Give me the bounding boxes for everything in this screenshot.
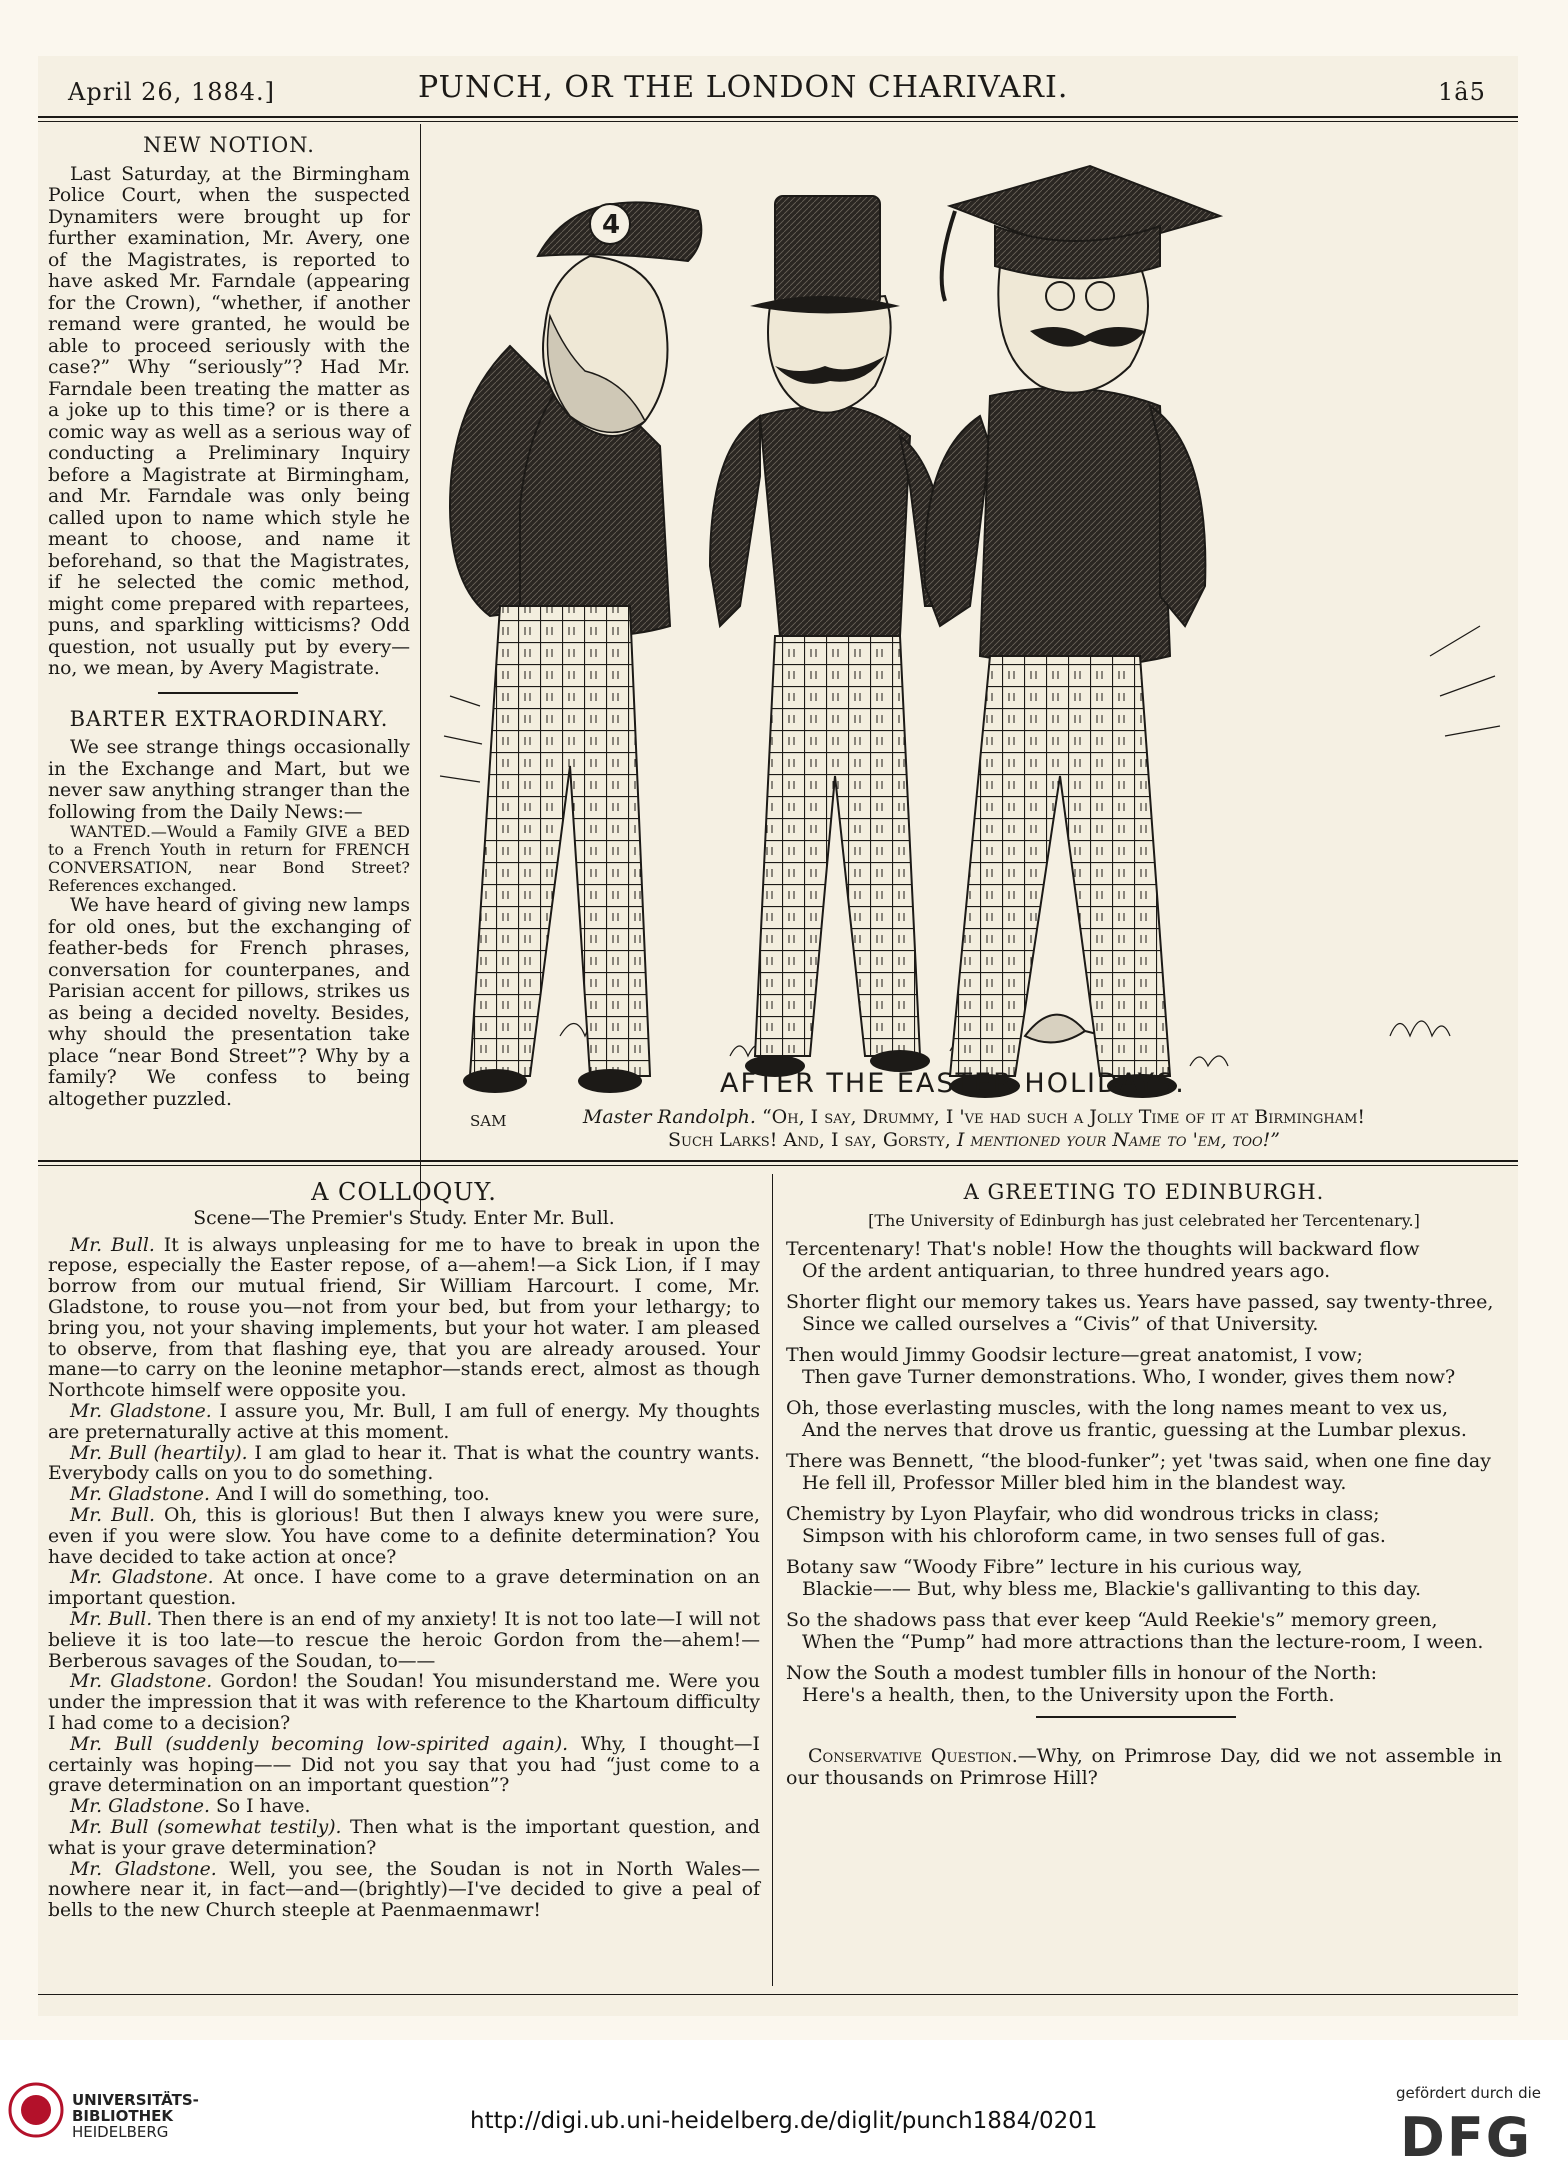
artist-signature: SAM — [470, 1112, 507, 1130]
dialogue-line — [48, 1735, 760, 1797]
poem-stanzas — [786, 1239, 1502, 1706]
poem-line: He fell ill, Professor Miller bled him in the blandest way. — [802, 1471, 1347, 1494]
dialogue-line — [48, 1797, 760, 1818]
poem-stanza — [786, 1292, 1502, 1335]
library-city: HEIDELBERG — [72, 2123, 169, 2141]
poem-stanza — [786, 1663, 1502, 1706]
permalink-url[interactable]: http://digi.ub.uni-heidelberg.de/diglit/punch1884/0201 — [470, 2108, 1098, 2134]
library-logo-text — [72, 2092, 199, 2140]
barter-title: BARTER EXTRAORDINARY. — [69, 706, 389, 731]
masthead-title: PUNCH, OR THE LONDON CHARIVARI. — [418, 70, 1069, 105]
figure-gorsty — [925, 166, 1220, 1098]
colloquy-dialogue — [48, 1236, 760, 1922]
dialogue-speaker: Mr. Gladstone. — [70, 1671, 213, 1693]
poem-stanza — [786, 1451, 1502, 1494]
header-rule-thin — [38, 121, 1518, 122]
poem-line: Then would Jimmy Goodsir lecture—great anatomist, I vow; — [786, 1344, 1363, 1366]
dialogue-text: I am glad to hear it. That is what the country wants. Everybody calls on you to do something. — [48, 1442, 760, 1485]
caption-line-2: Such Larks! And, I say, Gorsty, — [667, 1129, 951, 1151]
dialogue-text: And I will do something, too. — [215, 1484, 490, 1506]
dialogue-line — [48, 1402, 760, 1444]
page-number: 1ȃ5 — [1438, 78, 1486, 106]
dialogue-text: Gordon! the Soudan! You misunderstand me. Were you under the impression that it was with reference to the Khartoum difficulty I had come to a decision? — [48, 1671, 760, 1734]
poem-line: Simpson with his chloroform came, in two senses full of gas. — [802, 1524, 1386, 1547]
poem-line: Botany saw “Woody Fibre” lecture in his curious way, — [786, 1556, 1303, 1578]
dialogue-text: I assure you, Mr. Bull, I am full of energy. My thoughts are preternaturally active at this moment. — [48, 1400, 761, 1443]
poem-divider — [1036, 1716, 1236, 1718]
poem-line: Shorter flight our memory takes us. Years have passed, say twenty-three, — [786, 1291, 1494, 1313]
poem-line: And the nerves that drove us frantic, guessing at the Lumbar plexus. — [802, 1418, 1467, 1441]
poem-stanza — [786, 1239, 1502, 1282]
barter-body: We have heard of giving new lamps for old ones, but the exchanging of feather-beds for French phrases, conversation for counterpanes, and Parisian accent for pillows, strikes us as being a decided novelty. Besides, why should the presentation take place “near Bond Street”? Why by a family? We confess to being altogether puzzled. — [48, 895, 410, 1110]
greeting-title: A GREETING TO EDINBURGH. — [963, 1180, 1325, 1204]
colloquy-scene: Scene—The Premier's Study. Enter Mr. Bull. — [193, 1207, 615, 1229]
mid-rule-thin — [38, 1165, 1518, 1166]
cartoon-title: AFTER THE EASTER HOLIDAYS. — [720, 1068, 1186, 1099]
cartoon-caption — [438, 1106, 1510, 1152]
conservative-label: Conservative Question. — [808, 1745, 1018, 1767]
caption-line-1: “Oh, I say, Drummy, I 've had such a Jolly Time of it at Birmingham! — [761, 1106, 1366, 1128]
poem-line: Chemistry by Lyon Playfair, who did wondrous tricks in class; — [786, 1503, 1380, 1525]
dialogue-line — [48, 1444, 760, 1486]
left-column — [48, 134, 410, 1110]
poem-line: Blackie—— But, why bless me, Blackie's gallivanting to this day. — [802, 1577, 1422, 1600]
dialogue-text: Then what is the important question, and what is your grave determination? — [48, 1816, 760, 1859]
poem-line: Oh, those everlasting muscles, with the long names meant to vex us, — [786, 1397, 1448, 1419]
cartoon-illustration — [430, 136, 1510, 1136]
dialogue-speaker: Mr. Bull. — [70, 1608, 153, 1630]
poem-stanza — [786, 1504, 1502, 1547]
column-rule-right — [772, 1174, 773, 1986]
poem-line: Here's a health, then, to the University upon the Forth. — [802, 1683, 1335, 1706]
dialogue-line — [48, 1860, 760, 1922]
cap-badge-number: 4 — [602, 210, 621, 240]
dialogue-line — [48, 1485, 760, 1506]
caption-speaker: Master Randolph. — [582, 1106, 756, 1128]
section-divider — [158, 692, 298, 694]
poem-line: When the “Pump” had more attractions than the lecture-room, I ween. — [802, 1630, 1484, 1653]
dialogue-speaker: Mr. Bull (somewhat testily). — [70, 1816, 342, 1838]
dialogue-text: It is always unpleasing for me to have to break in upon the repose, especially the Easter repose, of a—ahem!—a Sick Lion, if I may borrow from our mutual friend, Sir William Harcourt. I come, Mr. Gladstone, to rouse you—not from your bed, but from your lethargy; to bring you, not your shaving implements, but your hot water. I am pleased to observe, from that flashing eye, that you are already aroused. Your mane—to carry on the leonine metaphor—stands erect, almost as though Northcote himself were opposite you. — [48, 1234, 760, 1402]
poem-line: Then gave Turner demonstrations. Who, I wonder, gives them now? — [802, 1365, 1456, 1388]
poem-stanza — [786, 1610, 1502, 1653]
greeting-poem — [786, 1182, 1502, 1799]
dialogue-speaker: Mr. Gladstone. — [70, 1796, 210, 1818]
poem-stanza — [786, 1345, 1502, 1388]
new-notion-body: Last Saturday, at the Birmingham Police Court, when the suspected Dynamiters were brought up for further examination, Mr. Avery, one of the Magistrates, is reported to have asked Mr. Farndale (appearing for the Crown), “whether, if another remand were granted, he would be able to proceed seriously with the case?” Why “seriously”? Had Mr. Farndale been treating the matter as a joke up to this time? or is there a comic way as well as a serious way of conducting a Preliminary Inquiry before a Magistrate at Birmingham, and Mr. Farndale was only being called upon to name which style he meant to choose, and name it beforehand, so that the Magistrates, if he selected the comic method, might come prepared with repartees, puns, and sparkling witticisms? Odd question, not usually put by every—no, we mean, by Avery Magistrate. — [48, 163, 410, 680]
barter-intro: We see strange things occasionally in the Exchange and Mart, but we never saw anything stranger than the following from the Daily News:— — [48, 737, 410, 823]
figure-drummy — [710, 196, 945, 1077]
dialogue-text: So I have. — [215, 1796, 311, 1818]
caption-line-3: I mentioned your Name to 'em, too!” — [956, 1129, 1281, 1151]
bottom-rule — [38, 1994, 1518, 1995]
dialogue-line — [48, 1672, 760, 1734]
poem-line: There was Bennett, “the blood-funker”; yet 'twas said, when one fine day — [786, 1450, 1491, 1472]
dialogue-speaker: Mr. Bull (suddenly becoming low-spirited again). — [70, 1733, 569, 1755]
conservative-question — [786, 1746, 1502, 1789]
figure-randolph — [450, 202, 701, 1093]
dialogue-speaker: Mr. Bull. — [70, 1504, 155, 1526]
conservative-text: —Why, on Primrose Day, did we not assemble in our thousands on Primrose Hill? — [786, 1745, 1502, 1789]
issue-date: April 26, 1884.] — [68, 78, 276, 106]
library-name-2: BIBLIOTHEK — [72, 2107, 173, 2125]
poem-line: So the shadows pass that ever keep “Auld Reekie's” memory green, — [786, 1609, 1438, 1631]
university-seal-icon — [6, 2080, 66, 2140]
poem-line: Now the South a modest tumbler fills in honour of the North: — [786, 1662, 1378, 1684]
colloquy-article — [48, 1178, 761, 1922]
dialogue-text: Why, I thought—I certainly was hoping—— Did not you say that you had “just come to a grave determination on an important question”? — [48, 1733, 760, 1797]
dialogue-text: Well, you see, the Soudan is not in North Wales—nowhere near it, in fact—and—(brightly)—I've decided to give a peal of bells to the new Church steeple at Paenmaenmawr! — [48, 1858, 760, 1922]
dialogue-speaker: Mr. Bull (heartily). — [70, 1442, 248, 1464]
newspaper-page — [38, 56, 1518, 2016]
dialogue-speaker: Mr. Gladstone. — [70, 1567, 214, 1589]
poem-stanza — [786, 1557, 1502, 1600]
dialogue-line — [48, 1818, 760, 1860]
funded-by-text: gefördert durch die — [1396, 2084, 1541, 2102]
dialogue-text: Oh, this is glorious! But then I always knew you were sure, even if you were slow. You have come to a definite determination? You have decided to take action at once? — [48, 1504, 760, 1568]
poem-line: Tercentenary! That's noble! How the thoughts will backward flow — [786, 1238, 1420, 1260]
column-rule-left — [420, 124, 421, 1212]
dialogue-speaker: Mr. Gladstone. — [70, 1858, 217, 1880]
dialogue-text: At once. I have come to a grave determination on an important question. — [48, 1567, 760, 1610]
dfg-logo: DFG — [1400, 2106, 1533, 2169]
poem-line: Since we called ourselves a “Civis” of that University. — [802, 1312, 1319, 1335]
colloquy-title: A COLLOQUY. — [311, 1178, 497, 1206]
dialogue-line — [48, 1236, 760, 1402]
dialogue-speaker: Mr. Gladstone. — [70, 1484, 210, 1506]
library-name-1: UNIVERSITÄTS- — [72, 2091, 199, 2109]
dialogue-speaker: Mr. Bull. — [70, 1234, 155, 1256]
new-notion-title: NEW NOTION. — [143, 133, 315, 157]
dialogue-line — [48, 1610, 760, 1672]
dialogue-line — [48, 1506, 760, 1568]
digitization-footer — [0, 2040, 1568, 2183]
wanted-advert: WANTED.—Would a Family GIVE a BED to a French Youth in return for FRENCH CONVERSATION, near Bond Street? References exchanged. — [48, 822, 410, 896]
dialogue-text: Then there is an end of my anxiety! It is not too late—I will not believe it is too late—to rescue the heroic Gordon from the—ahem!—Berberous savages of the Soudan, to—— — [48, 1608, 760, 1672]
mid-rule — [38, 1160, 1518, 1162]
dialogue-line — [48, 1568, 760, 1610]
dialogue-speaker: Mr. Gladstone. — [70, 1400, 212, 1422]
greeting-note: [The University of Edinburgh has just celebrated her Tercentenary.] — [868, 1210, 1420, 1230]
poem-stanza — [786, 1398, 1502, 1441]
header-rule — [38, 116, 1518, 118]
poem-line: Of the ardent antiquarian, to three hundred years ago. — [802, 1259, 1331, 1282]
